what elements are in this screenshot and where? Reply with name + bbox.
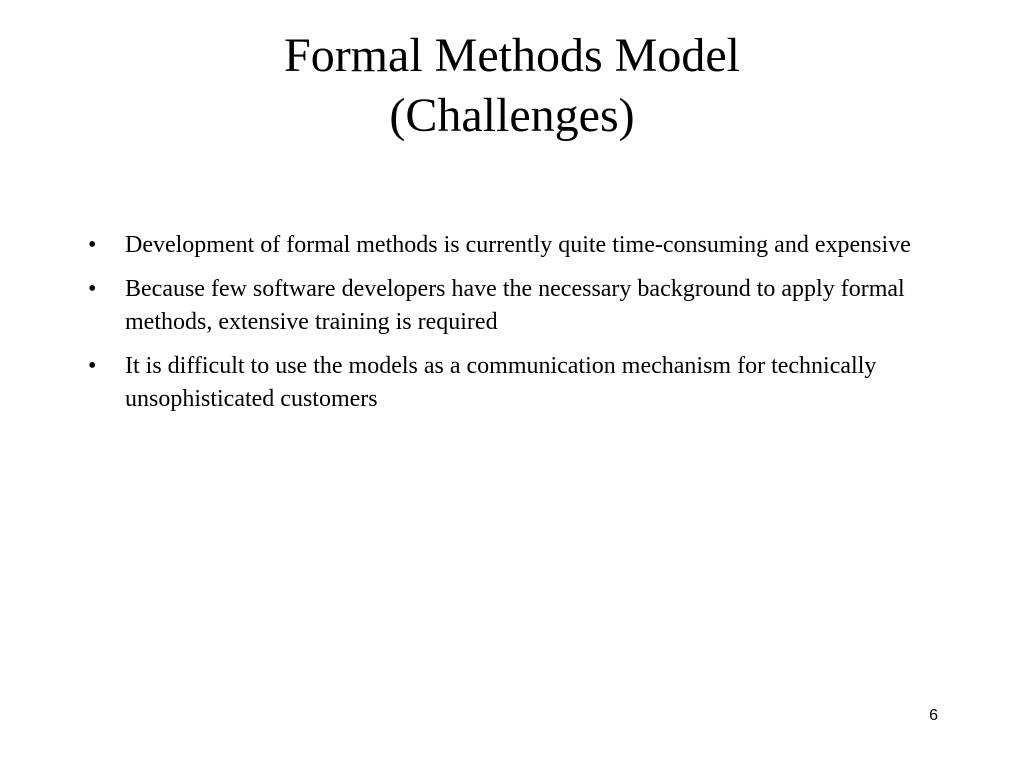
bullet-item (88, 350, 968, 416)
bullet-icon: • (88, 353, 97, 379)
bullet-list (88, 229, 968, 427)
slide-title (60, 26, 964, 146)
bullet-text: Because few software developers have the necessary background to apply formal methods, extensive training is required (125, 276, 905, 335)
bullet-icon: • (88, 276, 97, 302)
bullet-text: It is difficult to use the models as a communication mechanism for technically unsophisticated customers (125, 353, 877, 412)
slide-title-line-2: (Challenges) (389, 89, 635, 142)
bullet-item (88, 229, 968, 262)
page-number: 6 (929, 707, 938, 724)
slide-title-line-1: Formal Methods Model (284, 29, 740, 82)
bullet-item (88, 273, 968, 339)
bullet-text: Development of formal methods is currently quite time-consuming and expensive (125, 232, 911, 258)
bullet-icon: • (88, 232, 97, 258)
